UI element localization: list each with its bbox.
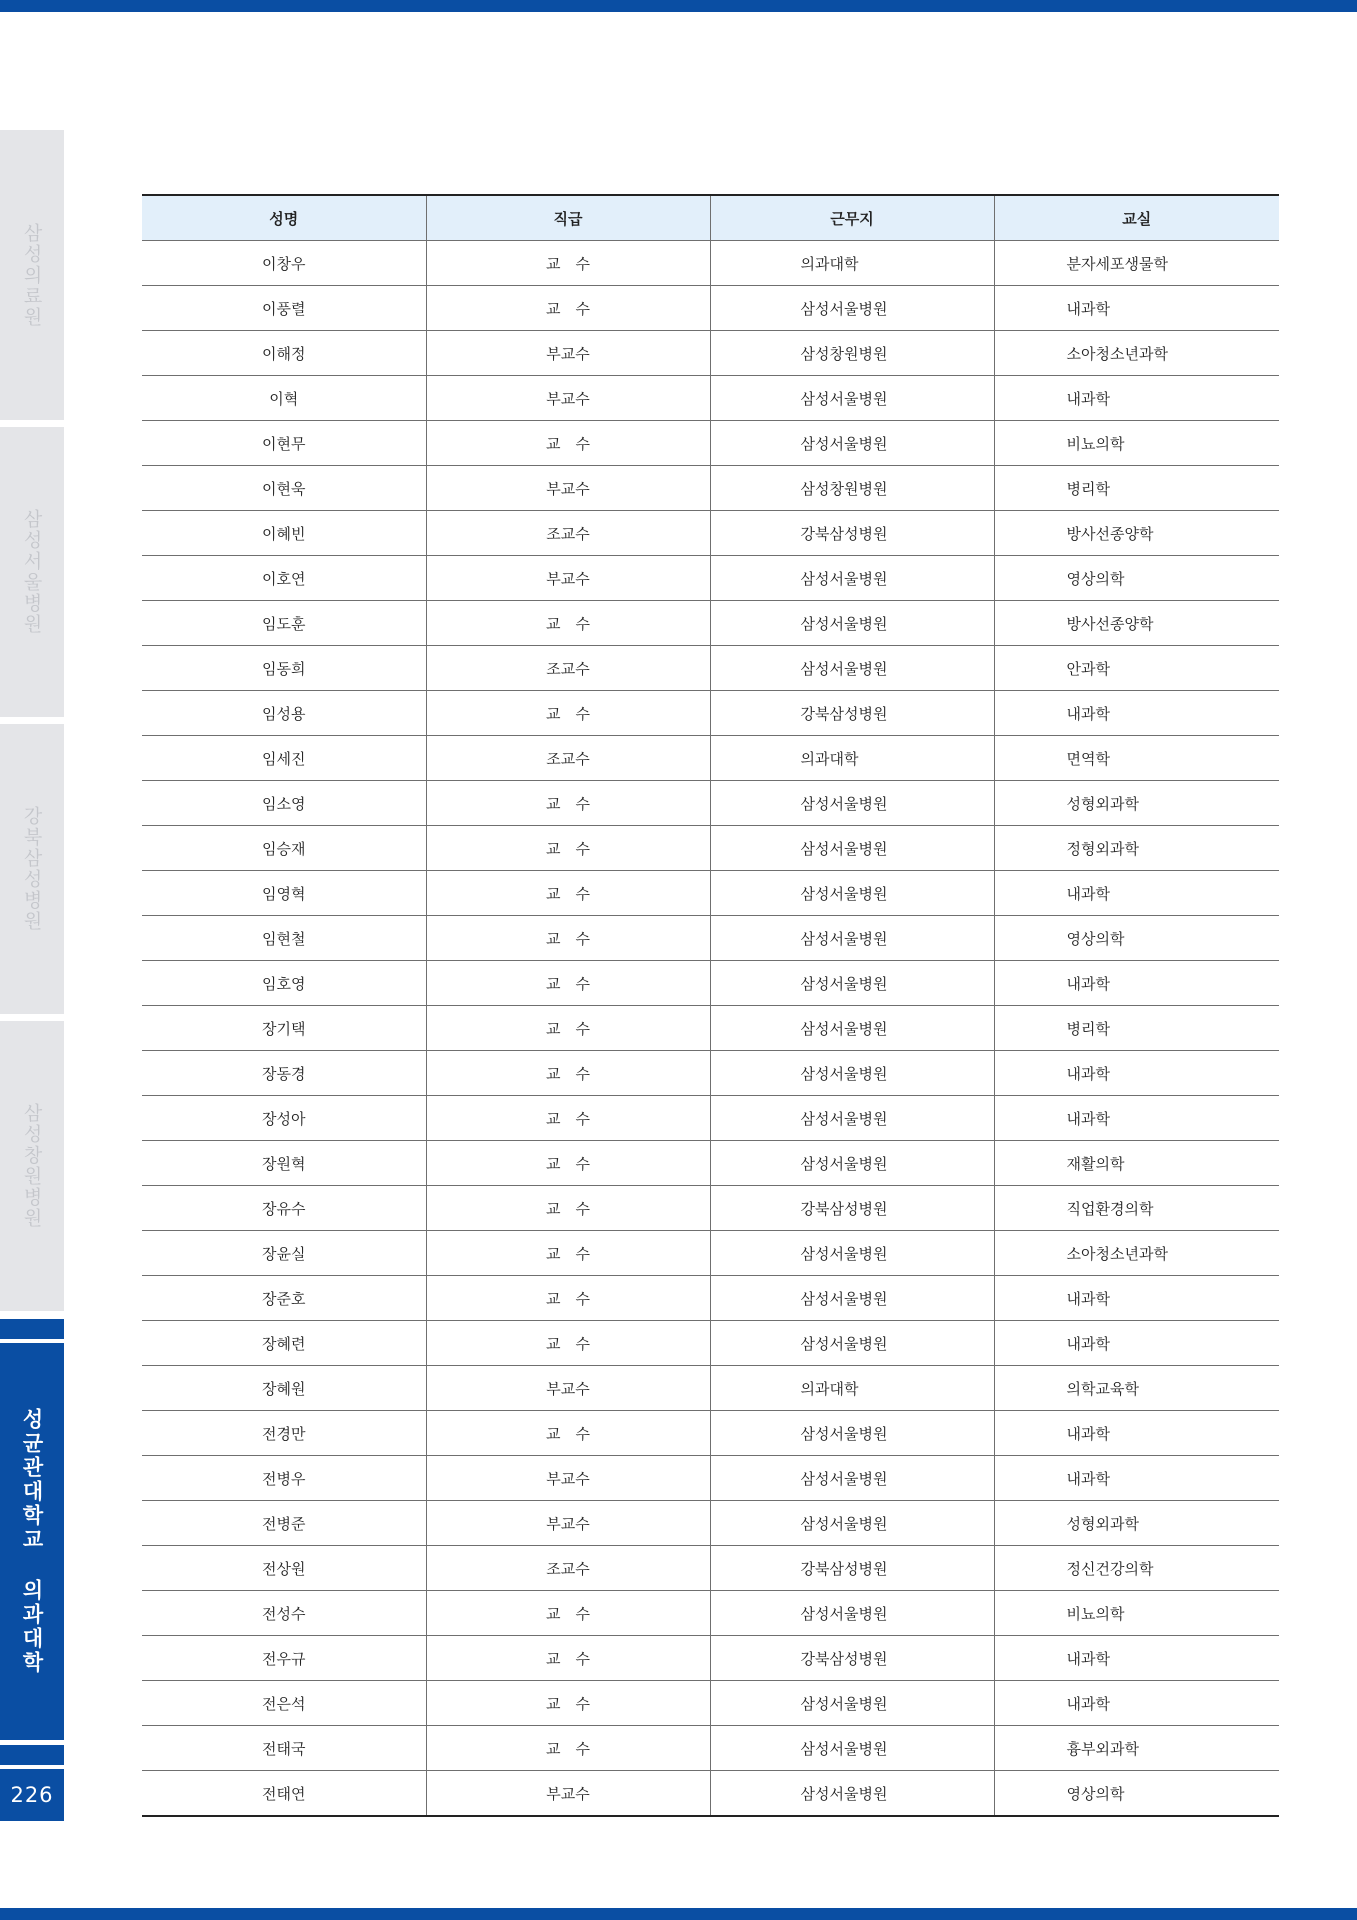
cell-workplace: 삼성서울병원 <box>710 1096 994 1141</box>
cell-department: 내과학 <box>994 1636 1279 1681</box>
cell-department: 병리학 <box>994 466 1279 511</box>
cell-department: 비뇨의학 <box>994 1591 1279 1636</box>
cell-department: 내과학 <box>994 1096 1279 1141</box>
table-row <box>142 556 1279 601</box>
cell-rank: 교 수 <box>426 286 710 331</box>
cell-rank: 조교수 <box>426 646 710 691</box>
table-row <box>142 1636 1279 1681</box>
cell-name: 이현욱 <box>142 466 426 511</box>
cell-workplace: 삼성서울병원 <box>710 1231 994 1276</box>
table-row <box>142 1276 1279 1321</box>
cell-name: 임승재 <box>142 826 426 871</box>
cell-rank: 조교수 <box>426 736 710 781</box>
cell-rank: 조교수 <box>426 1546 710 1591</box>
cell-rank: 교 수 <box>426 916 710 961</box>
table-row <box>142 781 1279 826</box>
cell-name: 이혜빈 <box>142 511 426 556</box>
cell-workplace: 삼성서울병원 <box>710 1006 994 1051</box>
side-tab-skku-medicine[interactable] <box>0 1343 64 1740</box>
cell-department: 내과학 <box>994 1321 1279 1366</box>
cell-rank: 교 수 <box>426 1726 710 1771</box>
cell-workplace: 삼성서울병원 <box>710 826 994 871</box>
cell-rank: 교 수 <box>426 826 710 871</box>
table-row <box>142 1546 1279 1591</box>
header-name: 성명 <box>142 195 426 241</box>
cell-name: 장원혁 <box>142 1141 426 1186</box>
table-row <box>142 1591 1279 1636</box>
cell-name: 장윤실 <box>142 1231 426 1276</box>
cell-department: 방사선종양학 <box>994 511 1279 556</box>
table-row <box>142 691 1279 736</box>
cell-rank: 교 수 <box>426 241 710 286</box>
cell-workplace: 삼성서울병원 <box>710 961 994 1006</box>
table-row <box>142 1681 1279 1726</box>
table-row <box>142 511 1279 556</box>
cell-workplace: 삼성서울병원 <box>710 871 994 916</box>
cell-workplace: 의과대학 <box>710 1366 994 1411</box>
cell-department: 영상의학 <box>994 1771 1279 1817</box>
side-tab-label: 삼성창원병원 <box>20 1103 43 1229</box>
cell-workplace: 삼성서울병원 <box>710 1141 994 1186</box>
table-row <box>142 1051 1279 1096</box>
top-accent-bar <box>0 0 1357 12</box>
cell-department: 내과학 <box>994 871 1279 916</box>
table-row <box>142 376 1279 421</box>
cell-workplace: 삼성서울병원 <box>710 1411 994 1456</box>
cell-department: 직업환경의학 <box>994 1186 1279 1231</box>
side-tab-samsung-medical-center[interactable] <box>0 130 64 420</box>
side-tab-samsung-changwon-hospital[interactable] <box>0 1021 64 1311</box>
cell-rank: 교 수 <box>426 781 710 826</box>
table-row <box>142 736 1279 781</box>
table-row <box>142 421 1279 466</box>
cell-rank: 교 수 <box>426 421 710 466</box>
cell-name: 이혁 <box>142 376 426 421</box>
cell-department: 내과학 <box>994 1276 1279 1321</box>
cell-rank: 교 수 <box>426 1006 710 1051</box>
cell-department: 재활의학 <box>994 1141 1279 1186</box>
cell-name: 임도훈 <box>142 601 426 646</box>
cell-rank: 부교수 <box>426 331 710 376</box>
cell-name: 전병준 <box>142 1501 426 1546</box>
cell-rank: 교 수 <box>426 1186 710 1231</box>
cell-name: 임세진 <box>142 736 426 781</box>
table-row <box>142 1186 1279 1231</box>
cell-rank: 교 수 <box>426 1411 710 1456</box>
cell-workplace: 삼성서울병원 <box>710 376 994 421</box>
cell-rank: 조교수 <box>426 511 710 556</box>
table-row <box>142 1726 1279 1771</box>
cell-name: 임성용 <box>142 691 426 736</box>
cell-name: 장혜련 <box>142 1321 426 1366</box>
cell-rank: 교 수 <box>426 691 710 736</box>
cell-department: 병리학 <box>994 1006 1279 1051</box>
cell-department: 면역학 <box>994 736 1279 781</box>
table-row <box>142 1096 1279 1141</box>
table-row <box>142 916 1279 961</box>
side-tab-kangbuk-samsung-hospital[interactable] <box>0 724 64 1014</box>
cell-workplace: 삼성서울병원 <box>710 1456 994 1501</box>
cell-workplace: 삼성서울병원 <box>710 1276 994 1321</box>
side-tab-label: 삼성서울병원 <box>20 509 43 635</box>
cell-workplace: 삼성창원병원 <box>710 466 994 511</box>
faculty-table <box>142 194 1279 1817</box>
cell-name: 이해정 <box>142 331 426 376</box>
page-number: 226 <box>0 1769 64 1821</box>
cell-rank: 교 수 <box>426 961 710 1006</box>
cell-rank: 교 수 <box>426 871 710 916</box>
cell-workplace: 의과대학 <box>710 736 994 781</box>
side-tab-divider <box>0 1745 64 1765</box>
cell-rank: 교 수 <box>426 1096 710 1141</box>
cell-department: 소아청소년과학 <box>994 331 1279 376</box>
cell-name: 장혜원 <box>142 1366 426 1411</box>
cell-name: 장기택 <box>142 1006 426 1051</box>
cell-workplace: 삼성서울병원 <box>710 556 994 601</box>
cell-rank: 교 수 <box>426 601 710 646</box>
table-body <box>142 241 1279 1817</box>
side-tab-samsung-seoul-hospital[interactable] <box>0 427 64 717</box>
table-row <box>142 1411 1279 1456</box>
cell-workplace: 삼성서울병원 <box>710 781 994 826</box>
cell-rank: 교 수 <box>426 1141 710 1186</box>
cell-rank: 교 수 <box>426 1636 710 1681</box>
cell-department: 소아청소년과학 <box>994 1231 1279 1276</box>
table-row <box>142 1141 1279 1186</box>
header-department: 교실 <box>994 195 1279 241</box>
table-row <box>142 286 1279 331</box>
cell-department: 내과학 <box>994 1411 1279 1456</box>
table-row <box>142 826 1279 871</box>
cell-department: 영상의학 <box>994 556 1279 601</box>
header-rank: 직급 <box>426 195 710 241</box>
table-row <box>142 1501 1279 1546</box>
cell-workplace: 삼성서울병원 <box>710 1771 994 1817</box>
cell-workplace: 삼성서울병원 <box>710 646 994 691</box>
table-row <box>142 961 1279 1006</box>
table-header-row <box>142 195 1279 241</box>
cell-workplace: 강북삼성병원 <box>710 1186 994 1231</box>
cell-rank: 교 수 <box>426 1231 710 1276</box>
table-row <box>142 1231 1279 1276</box>
cell-workplace: 의과대학 <box>710 241 994 286</box>
cell-name: 전우규 <box>142 1636 426 1681</box>
cell-rank: 부교수 <box>426 376 710 421</box>
cell-department: 성형외과학 <box>994 1501 1279 1546</box>
cell-department: 흉부외과학 <box>994 1726 1279 1771</box>
cell-name: 전상원 <box>142 1546 426 1591</box>
side-tab-label: 삼성의료원 <box>20 222 43 328</box>
cell-rank: 부교수 <box>426 1501 710 1546</box>
cell-workplace: 삼성서울병원 <box>710 1726 994 1771</box>
cell-department: 영상의학 <box>994 916 1279 961</box>
cell-rank: 부교수 <box>426 1456 710 1501</box>
cell-name: 장동경 <box>142 1051 426 1096</box>
cell-rank: 부교수 <box>426 1771 710 1817</box>
cell-name: 전태연 <box>262 1784 306 1803</box>
cell-name: 장유수 <box>142 1186 426 1231</box>
cell-department: 분자세포생물학 <box>994 241 1279 286</box>
table-row <box>142 871 1279 916</box>
cell-rank: 부교수 <box>426 466 710 511</box>
table-row <box>142 241 1279 286</box>
cell-name: 장준호 <box>142 1276 426 1321</box>
table-row <box>142 331 1279 376</box>
cell-workplace: 삼성서울병원 <box>710 1321 994 1366</box>
table-row <box>142 646 1279 691</box>
cell-department: 정신건강의학 <box>994 1546 1279 1591</box>
cell-name: 임호영 <box>142 961 426 1006</box>
cell-name: 전은석 <box>142 1681 426 1726</box>
bottom-accent-bar <box>0 1908 1357 1920</box>
cell-name: 이풍렬 <box>142 286 426 331</box>
cell-department: 내과학 <box>994 1051 1279 1096</box>
cell-name: 전병우 <box>142 1456 426 1501</box>
side-tab-divider <box>0 1319 64 1339</box>
cell-department: 내과학 <box>994 376 1279 421</box>
side-tab-label: 성균관대학교 의과대학 <box>20 1408 44 1675</box>
cell-department: 내과학 <box>994 961 1279 1006</box>
cell-department: 내과학 <box>994 691 1279 736</box>
cell-name: 장성아 <box>142 1096 426 1141</box>
table-row <box>142 1456 1279 1501</box>
cell-name: 전성수 <box>142 1591 426 1636</box>
cell-department: 안과학 <box>994 646 1279 691</box>
table-row <box>142 1006 1279 1051</box>
cell-workplace: 강북삼성병원 <box>710 511 994 556</box>
cell-workplace: 삼성서울병원 <box>710 286 994 331</box>
cell-rank: 교 수 <box>426 1591 710 1636</box>
cell-rank: 교 수 <box>426 1321 710 1366</box>
table-row <box>142 466 1279 511</box>
cell-workplace: 삼성서울병원 <box>710 916 994 961</box>
cell-name: 이창우 <box>142 241 426 286</box>
cell-department: 의학교육학 <box>994 1366 1279 1411</box>
cell-department: 방사선종양학 <box>994 601 1279 646</box>
cell-workplace: 강북삼성병원 <box>710 1636 994 1681</box>
header-workplace: 근무지 <box>710 195 994 241</box>
cell-department: 내과학 <box>994 1456 1279 1501</box>
cell-rank: 부교수 <box>426 556 710 601</box>
cell-workplace: 삼성서울병원 <box>710 1501 994 1546</box>
cell-rank: 부교수 <box>426 1366 710 1411</box>
cell-workplace: 삼성서울병원 <box>710 1591 994 1636</box>
cell-workplace: 강북삼성병원 <box>710 691 994 736</box>
cell-name: 임소영 <box>142 781 426 826</box>
table-row <box>142 1771 1279 1817</box>
cell-name: 이현무 <box>142 421 426 466</box>
cell-workplace: 삼성서울병원 <box>710 421 994 466</box>
cell-department: 성형외과학 <box>994 781 1279 826</box>
cell-rank: 교 수 <box>426 1276 710 1321</box>
cell-workplace: 삼성서울병원 <box>710 601 994 646</box>
cell-workplace: 강북삼성병원 <box>710 1546 994 1591</box>
cell-workplace: 삼성서울병원 <box>710 1681 994 1726</box>
cell-workplace: 삼성창원병원 <box>710 331 994 376</box>
cell-name: 전태국 <box>142 1726 426 1771</box>
cell-name: 임동희 <box>142 646 426 691</box>
cell-rank: 교 수 <box>426 1681 710 1726</box>
table-row <box>142 601 1279 646</box>
cell-department: 정형외과학 <box>994 826 1279 871</box>
cell-rank: 교 수 <box>426 1051 710 1096</box>
table-row <box>142 1321 1279 1366</box>
cell-name: 임현철 <box>142 916 426 961</box>
cell-department: 내과학 <box>994 1681 1279 1726</box>
side-tab-label: 강북삼성병원 <box>20 806 43 932</box>
cell-name: 임영혁 <box>142 871 426 916</box>
table-row <box>142 1366 1279 1411</box>
cell-department: 내과학 <box>994 286 1279 331</box>
cell-name: 이호연 <box>142 556 426 601</box>
cell-department: 비뇨의학 <box>994 421 1279 466</box>
cell-name: 전경만 <box>142 1411 426 1456</box>
cell-workplace: 삼성서울병원 <box>710 1051 994 1096</box>
